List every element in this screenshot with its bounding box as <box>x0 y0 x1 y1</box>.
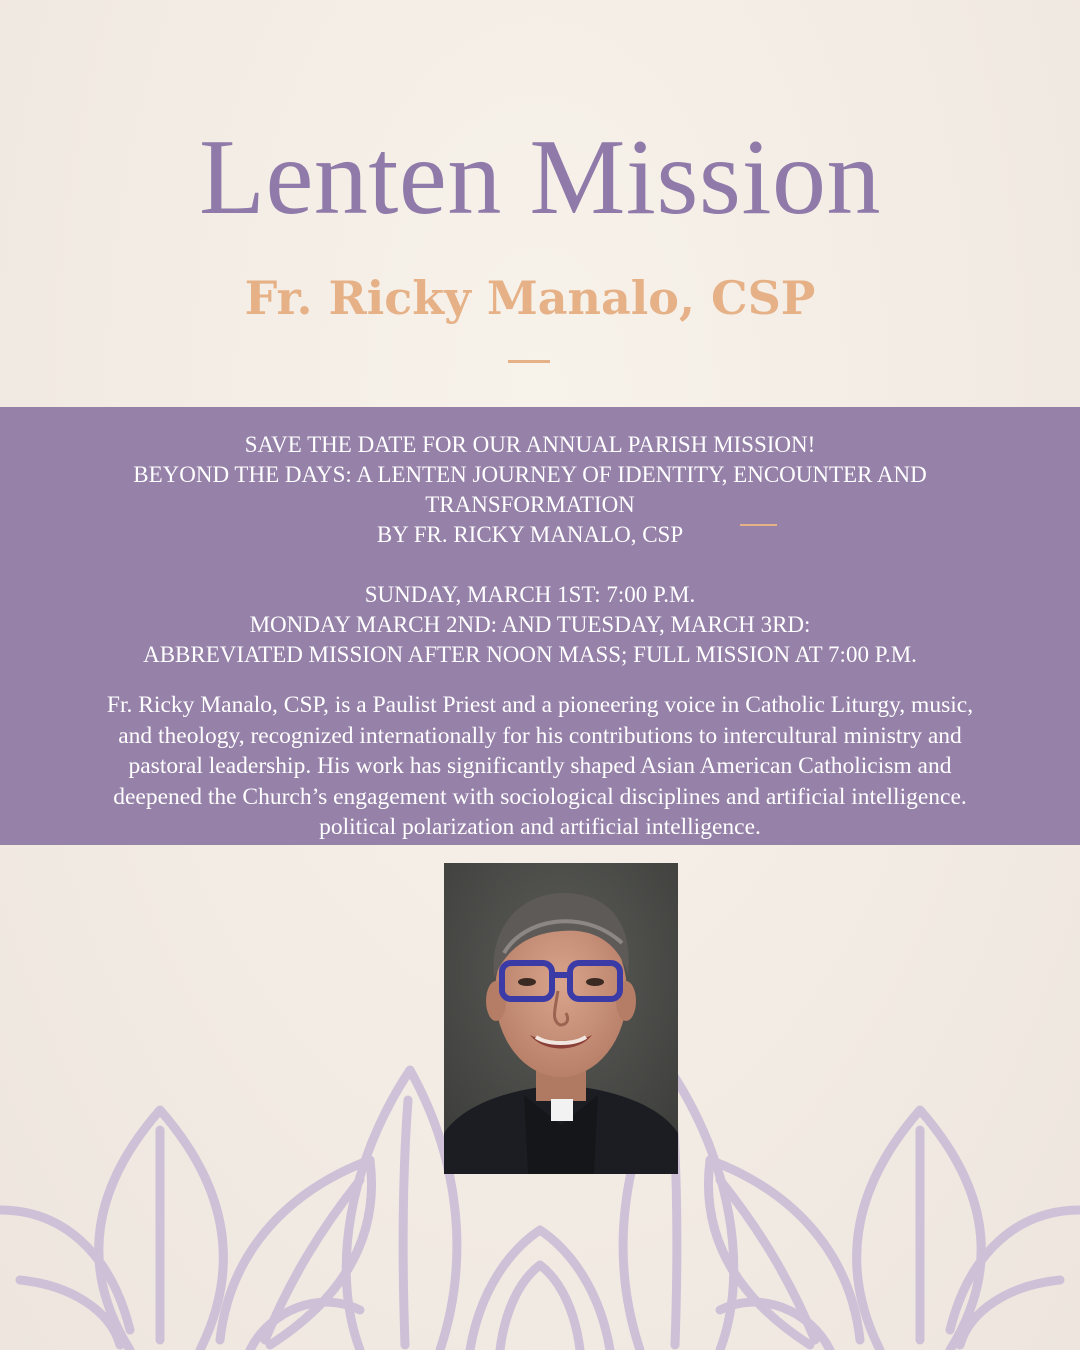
schedule-line: ABBREVIATED MISSION AFTER NOON MASS; FULL MISSION AT 7:00 P.M. <box>143 642 917 667</box>
schedule-line: MONDAY MARCH 2ND: AND TUESDAY, MARCH 3RD: <box>249 612 811 637</box>
event-line: BEYOND THE DAYS: A LENTEN JOURNEY OF IDENTITY, ENCOUNTER AND <box>133 462 927 487</box>
bio-line: pastoral leadership. His work has significantly shaped Asian American Catholicism and <box>128 753 952 779</box>
bio-line: deepened the Church’s engagement with sociological disciplines and artificial intelligence. <box>113 783 967 810</box>
bio-line: political polarization and artificial intelligence. <box>319 814 761 840</box>
schedule-line: SUNDAY, MARCH 1ST: 7:00 P.M. <box>364 582 696 607</box>
band-divider <box>740 524 777 526</box>
speaker-bio <box>30 690 1050 843</box>
event-line: BY FR. RICKY MANALO, CSP <box>376 522 684 547</box>
bio-line: Fr. Ricky Manalo, CSP, is a Paulist Priest and a pioneering voice in Catholic Liturgy, music, <box>106 692 974 718</box>
spacer <box>40 550 1020 580</box>
event-line: SAVE THE DATE FOR OUR ANNUAL PARISH MISSION! <box>244 432 816 457</box>
priest-portrait-photo <box>444 863 678 1174</box>
page-title: Lenten Mission <box>199 118 881 237</box>
event-line: TRANSFORMATION <box>425 492 635 517</box>
event-details <box>40 430 1020 670</box>
bio-line: and theology, recognized internationally for his contributions to intercultural ministry and <box>118 722 962 749</box>
speaker-subtitle: Fr. Ricky Manalo, CSP <box>244 271 816 325</box>
title-divider <box>508 360 550 363</box>
